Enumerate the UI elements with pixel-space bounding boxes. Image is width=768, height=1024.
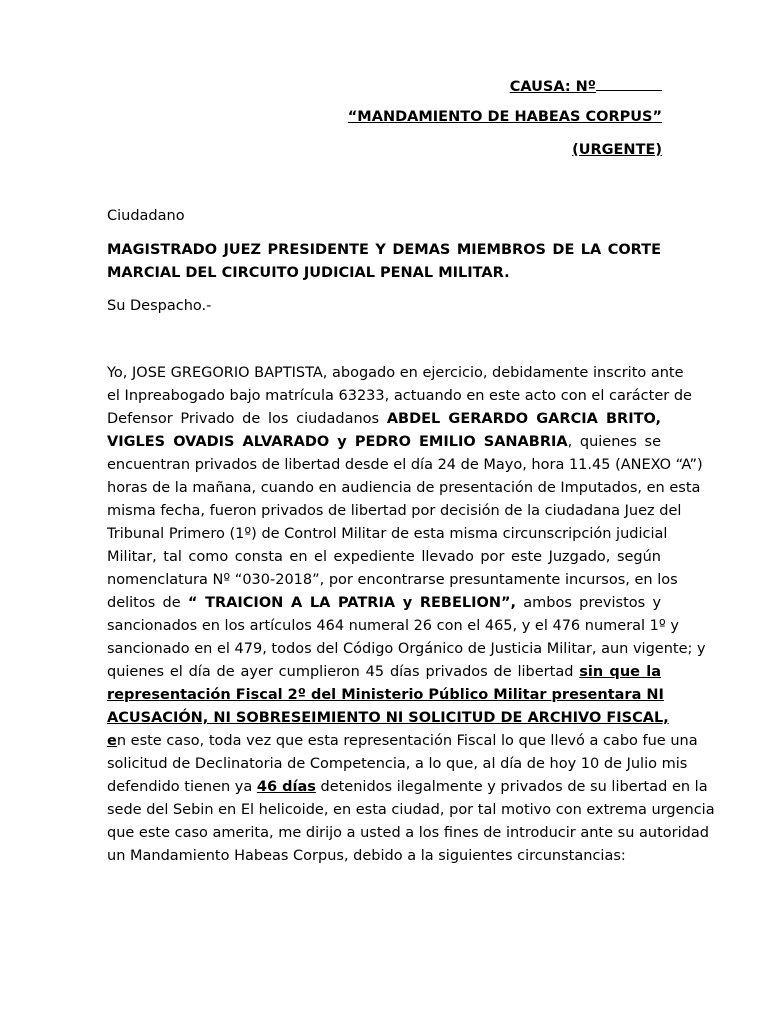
body-text: quienes el día de ayer cumplieron 45 días privados de libertad <box>107 664 580 680</box>
body-line <box>107 432 661 452</box>
days-detained: 46 días <box>256 779 316 795</box>
addressee-title-line-1: MAGISTRADO JUEZ PRESIDENTE Y DEMAS MIEMBROS DE LA CORTE <box>107 242 661 258</box>
body-line: Militar, tal como consta en el expediente llevado por este Juzgado, según <box>107 549 661 565</box>
body-line: el Inpreabogado bajo matrícula 63233, actuando en este acto con el carácter de <box>107 388 692 404</box>
body-text: n este caso, toda vez que esta representación Fiscal lo que llevó a cabo fue una <box>116 733 698 749</box>
emphasis-letter: e <box>107 733 117 749</box>
body-line: sancionados en los artículos 464 numeral 26 con el 465, y el 476 numeral 1º y <box>107 618 679 634</box>
urgente-heading: (URGENTE) <box>572 142 662 158</box>
body-line: solicitud de Declinatoria de Competencia, a lo que, al día de hoy 10 de Julio mis <box>107 756 688 772</box>
body-line: misma fecha, fueron privados de libertad por decisión de la ciudadana Juez del <box>107 503 682 519</box>
body-line: un Mandamiento Habeas Corpus, debido a la siguientes circunstancias: <box>107 848 626 864</box>
body-line: nomenclatura Nº “030-2018”, por encontrarse presuntamente incursos, en los <box>107 572 678 588</box>
causa-number-heading <box>510 76 662 95</box>
body-line <box>107 731 698 751</box>
body-line <box>107 409 661 429</box>
body-text: ambos previstos y <box>523 595 662 611</box>
ciudadano-salutation: Ciudadano <box>107 208 185 224</box>
body-text: delitos de <box>107 595 188 611</box>
su-despacho: Su Despacho.- <box>107 298 212 314</box>
body-text: , quienes se <box>567 434 662 450</box>
emphasis-line: representación Fiscal 2º del Ministerio Público Militar presentara NI <box>107 687 664 703</box>
emphasis-line: ACUSACIÓN, NI SOBRESEIMIENTO NI SOLICITUD DE ARCHIVO FISCAL, <box>107 710 669 726</box>
body-line <box>107 593 661 613</box>
body-line: Yo, JOSE GREGORIO BAPTISTA, abogado en ejercicio, debidamente inscrito ante <box>107 365 684 381</box>
body-line: sancionado en el 479, todos del Código Orgánico de Justicia Militar, aun vigente; y <box>107 641 706 657</box>
body-text: Defensor Privado de los ciudadanos <box>107 411 387 427</box>
body-line <box>107 777 708 797</box>
defendant-name: ABDEL GERARDO GARCIA BRITO, <box>386 411 661 427</box>
causa-number-blank <box>596 76 662 91</box>
charges-text: “ TRAICION A LA PATRIA y REBELION”, <box>187 595 517 611</box>
addressee-title-line-2: MARCIAL DEL CIRCUITO JUDICIAL PENAL MILITAR. <box>107 265 510 281</box>
body-line: horas de la mañana, cuando en audiencia de presentación de Imputados, en esta <box>107 480 701 496</box>
body-line: que este caso amerita, me dirijo a usted a los fines de introducir ante su autoridad <box>107 825 709 841</box>
body-line: sede del Sebin en El helicoide, en esta ciudad, por tal motivo con extrema urgencia <box>107 802 715 818</box>
emphasis-text: sin que la <box>579 664 661 680</box>
causa-label: CAUSA: Nº <box>509 79 596 95</box>
defendant-names: VIGLES OVADIS ALVARADO y PEDRO EMILIO SANABRIA <box>107 434 568 450</box>
body-line: encuentran privados de libertad desde el día 24 de Mayo, hora 11.45 (ANEXO “A”) <box>107 457 703 473</box>
mandamiento-heading: “MANDAMIENTO DE HABEAS CORPUS” <box>347 109 662 125</box>
body-line <box>107 662 661 682</box>
body-text: detenidos ilegalmente y privados de su libertad en la <box>320 779 708 795</box>
body-text: defendido tienen ya <box>107 779 257 795</box>
body-line: Tribunal Primero (1º) de Control Militar de esta misma circunscripción judicial <box>107 526 668 542</box>
